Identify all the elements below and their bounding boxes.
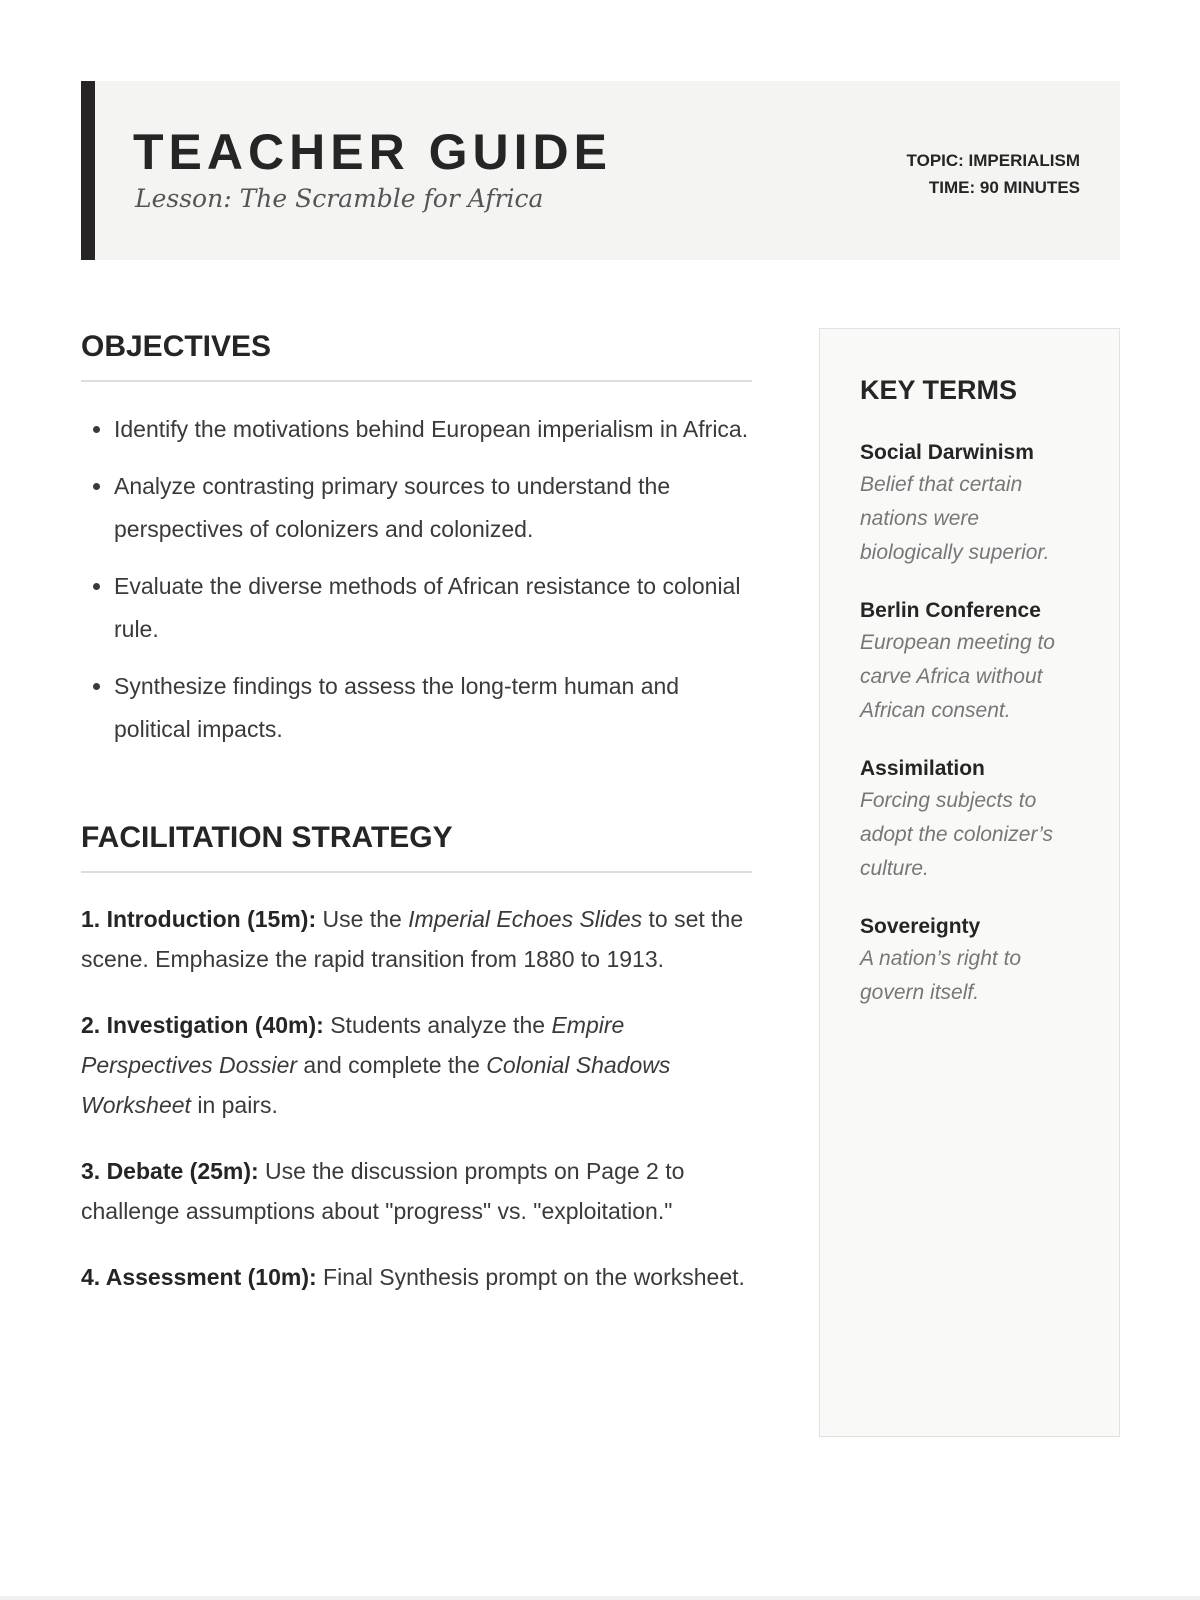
- resource-title: Empire Perspectives Dossier: [81, 1012, 625, 1078]
- term-name: Assimilation: [860, 757, 985, 780]
- main-content: [81, 330, 752, 1297]
- term-entry: [860, 912, 1079, 1010]
- step-text: Students analyze the: [323, 1012, 552, 1038]
- lesson-meta: [907, 147, 1080, 201]
- step-debate: [81, 1151, 752, 1231]
- objectives-heading: OBJECTIVES: [81, 330, 752, 382]
- step-label: 2. Investigation (40m):: [81, 1012, 324, 1038]
- step-investigation: [81, 1005, 752, 1125]
- term-definition: Forcing subjects to adopt the colonizer’s culture.: [860, 789, 1054, 880]
- term-name: Social Darwinism: [860, 441, 1034, 464]
- key-terms-panel: [819, 328, 1120, 1437]
- page-bottom-edge: [0, 1596, 1200, 1600]
- step-text: Use the discussion prompts on Page 2 to challenge assumptions about "progress" vs. "exploitation.": [81, 1158, 685, 1224]
- guide-header: [81, 81, 1120, 260]
- page-title: TEACHER GUIDE: [133, 124, 612, 180]
- term-definition: European meeting to carve Africa without African consent.: [860, 631, 1055, 722]
- term-entry: [860, 438, 1079, 570]
- objective-item: • Synthesize findings to assess the long-term human and political impacts.: [114, 665, 752, 751]
- step-text: and complete the: [297, 1052, 487, 1078]
- step-label: 1. Introduction (15m):: [81, 906, 317, 932]
- topic-label: TOPIC: IMPERIALISM: [906, 151, 1080, 170]
- objective-item: • Identify the motivations behind European imperialism in Africa.: [114, 408, 752, 451]
- step-label: 3. Debate (25m):: [81, 1158, 259, 1184]
- objective-item: • Evaluate the diverse methods of African resistance to colonial rule.: [114, 565, 752, 651]
- resource-title: Imperial Echoes Slides: [408, 906, 643, 932]
- key-terms-heading: KEY TERMS: [860, 375, 1018, 405]
- term-definition: Belief that certain nations were biologically superior.: [860, 473, 1050, 564]
- resource-title: Colonial Shadows Worksheet: [81, 1052, 671, 1118]
- term-entry: [860, 596, 1079, 728]
- step-assessment: [81, 1257, 752, 1297]
- term-definition: A nation’s right to govern itself.: [860, 947, 1022, 1004]
- term-name: Berlin Conference: [860, 599, 1041, 622]
- step-text: Final Synthesis prompt on the worksheet.: [316, 1264, 745, 1290]
- lesson-subtitle: Lesson: The Scramble for Africa: [135, 184, 544, 213]
- step-text: in pairs.: [190, 1092, 278, 1118]
- step-text: Use the: [316, 906, 409, 932]
- step-introduction: [81, 899, 752, 979]
- objective-item: • Analyze contrasting primary sources to understand the perspectives of colonizers and colonized.: [114, 465, 752, 551]
- step-label: 4. Assessment (10m):: [81, 1264, 317, 1290]
- step-text: to set the scene. Emphasize the rapid transition from 1880 to 1913.: [81, 906, 744, 972]
- objectives-list: [81, 408, 752, 751]
- facilitation-heading: FACILITATION STRATEGY: [81, 821, 752, 873]
- term-entry: [860, 754, 1079, 886]
- term-name: Sovereignty: [860, 915, 981, 938]
- time-label: TIME: 90 MINUTES: [928, 178, 1080, 197]
